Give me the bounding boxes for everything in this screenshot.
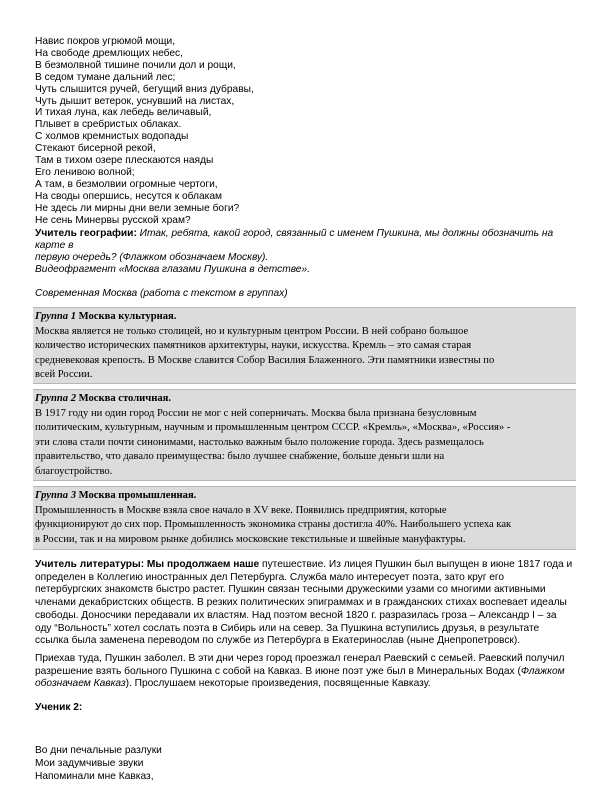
- geography-teacher-text: первую очередь? (Флажком обозначаем Москву).: [35, 252, 269, 264]
- literature-text-line: свободы. Доносчики передавали их властям. Над поэтом весной 1820 г. разразилась гроза – Александр I – за: [35, 609, 557, 621]
- verse-line: Мои задумчивые звуки: [35, 757, 144, 769]
- group-text-line: благоустройство.: [35, 465, 113, 477]
- group-1-box: [33, 307, 576, 384]
- group-label: Группа 2: [35, 393, 76, 404]
- group-2-box: [33, 389, 576, 481]
- literature-text-line: петербургских знакомств быстро растет. Пушкин связан тесными дружескими узами со многими активными: [35, 584, 546, 596]
- poem-line: На свободе дремлющих небес,: [35, 47, 183, 59]
- group-text-line: эти слова стали почти синонимами, настолько важным было положение города. Здесь размещалось: [35, 436, 484, 448]
- poem-line: Навис покров угрюмой мощи,: [35, 36, 176, 47]
- poem-line: На своды опершись, несутся к облакам: [35, 190, 222, 202]
- caucasus-text: разрешение взять больного Пушкина с собой на Кавказ. В июне поэт уже был в Минеральных Водах (: [35, 665, 521, 677]
- geography-teacher-label: Учитель географии:: [35, 228, 137, 239]
- poem-line: Стекают бисерной рекой,: [35, 143, 156, 155]
- group-text-line: политическим, культурным, научным и промышленным центром СССР. «Кремль», «Москва», «Россия» -: [35, 422, 511, 434]
- group-label: Группа 1: [35, 311, 76, 322]
- poem-line: В безмолвной тишине почили дол и рощи,: [35, 59, 236, 71]
- poem-line: Там в тихом озере плескаются наяды: [35, 155, 214, 167]
- poem-line: А там, в безмолвии огромные чертоги,: [35, 178, 218, 190]
- group-text-line: правительство, что давало преимущества: было лучшее снабжение, больше деньги шли на: [35, 451, 445, 463]
- poem-line: С холмов кремнистых водопады: [35, 131, 189, 143]
- caucasus-flag-note: Флажком: [520, 665, 565, 677]
- modern-moscow-caption: Современная Москва (работа с текстом в группах): [35, 288, 288, 299]
- group-title: Москва столичная.: [76, 393, 172, 404]
- caucasus-paragraph: [35, 653, 583, 691]
- poem-line: И тихая луна, как лебедь величавый,: [35, 107, 212, 119]
- student-label: Ученик 2:: [35, 702, 83, 713]
- group-text-line: Промышленность в Москве взяла свое начало в XV веке. Появились предприятия, которые: [35, 504, 447, 516]
- caucasus-flag-note: обозначаем Кавказ: [35, 678, 126, 690]
- poem-line: Плывет в сребристых облаках.: [35, 119, 182, 131]
- video-fragment-caption: Видеофрагмент «Москва глазами Пушкина в детстве».: [35, 264, 310, 275]
- group-title: Москва культурная.: [76, 311, 177, 322]
- group-text-line: в России, так и на мировом рынке добились московские текстильные и швейные мануфактуры.: [35, 533, 466, 545]
- group-text-line: В 1917 году ни один город России не мог с ней соперничать. Москва была признана безусловным: [35, 407, 477, 419]
- poem-line: Чуть дышит ветерок, уснувший на листах,: [35, 95, 235, 107]
- group-text-line: всей России.: [35, 369, 93, 381]
- group-text-line: функционируют до сих пор. Промышленность экономика страны достигла 40%. Наибольшего успеха как: [35, 519, 512, 531]
- literature-text-line: членами декабристских обществ. В резких политических эпиграммах и в гражданских стихах воспевает идеалы: [35, 597, 567, 609]
- literature-teacher-text: путешествие. Из лицея Пушкин был выпущен в июне 1817 года и: [259, 559, 573, 570]
- verse-line: Напоминали мне Кавказ,: [35, 770, 154, 782]
- poem-line: Не сень Минервы русской храм?: [35, 214, 191, 226]
- poem: [35, 36, 254, 227]
- literature-teacher-paragraph: [35, 559, 583, 648]
- group-title: Москва промышленная.: [76, 490, 197, 501]
- group-label: Группа 3: [35, 490, 76, 501]
- literature-text-line: ссылка была заменена переводом по службе из Петербурга в Екатеринослав (ныне Днепропетровск).: [35, 635, 521, 647]
- verse-line: Во дни печальные разлуки: [35, 745, 162, 756]
- group-text-line: количество исторических памятников архитектуры, науки, искусства. Кремль – это самая старая: [35, 340, 472, 352]
- poem-line: Чуть слышится ручей, бегущий вниз дубравы,: [35, 83, 254, 95]
- literature-text-line: оду “Вольность” хотел сослать поэта в Сибирь или на север. За Пушкина вступились друзья, в результате: [35, 622, 540, 634]
- group-3-box: [33, 486, 576, 550]
- caucasus-text: ). Прослушаем некоторые произведения, посвященные Кавказу.: [125, 678, 431, 690]
- poem-line: Его ленивою волной;: [35, 166, 135, 178]
- poem-line: В седом тумане дальний лес;: [35, 71, 176, 83]
- geography-teacher-text: Итак, ребята, какой город, связанный с именем Пушкина, мы должны обозначить на карте в: [35, 228, 554, 252]
- geography-teacher-paragraph: [35, 228, 583, 265]
- poem-line: Не здесь ли мирны дни вели земные боги?: [35, 202, 240, 214]
- literature-teacher-label: Учитель литературы: Мы продолжаем наше: [35, 559, 260, 570]
- caucasus-text-line: Приехав туда, Пушкин заболел. В эти дни через город проезжал генерал Раевский с семьей. Раевский получил: [35, 653, 565, 664]
- group-text-line: Москва является не только столицей, но и культурным центром России. В ней собрано большое: [35, 325, 469, 337]
- group-text-line: средневековая крепость. В Москве славится Собор Василия Блаженного. Эти памятники известны по: [35, 354, 495, 366]
- literature-text-line: определен в Коллегию иностранных дел Петербурга. Служба мало интересует поэта, зато круг его: [35, 571, 505, 583]
- verse: [35, 745, 162, 783]
